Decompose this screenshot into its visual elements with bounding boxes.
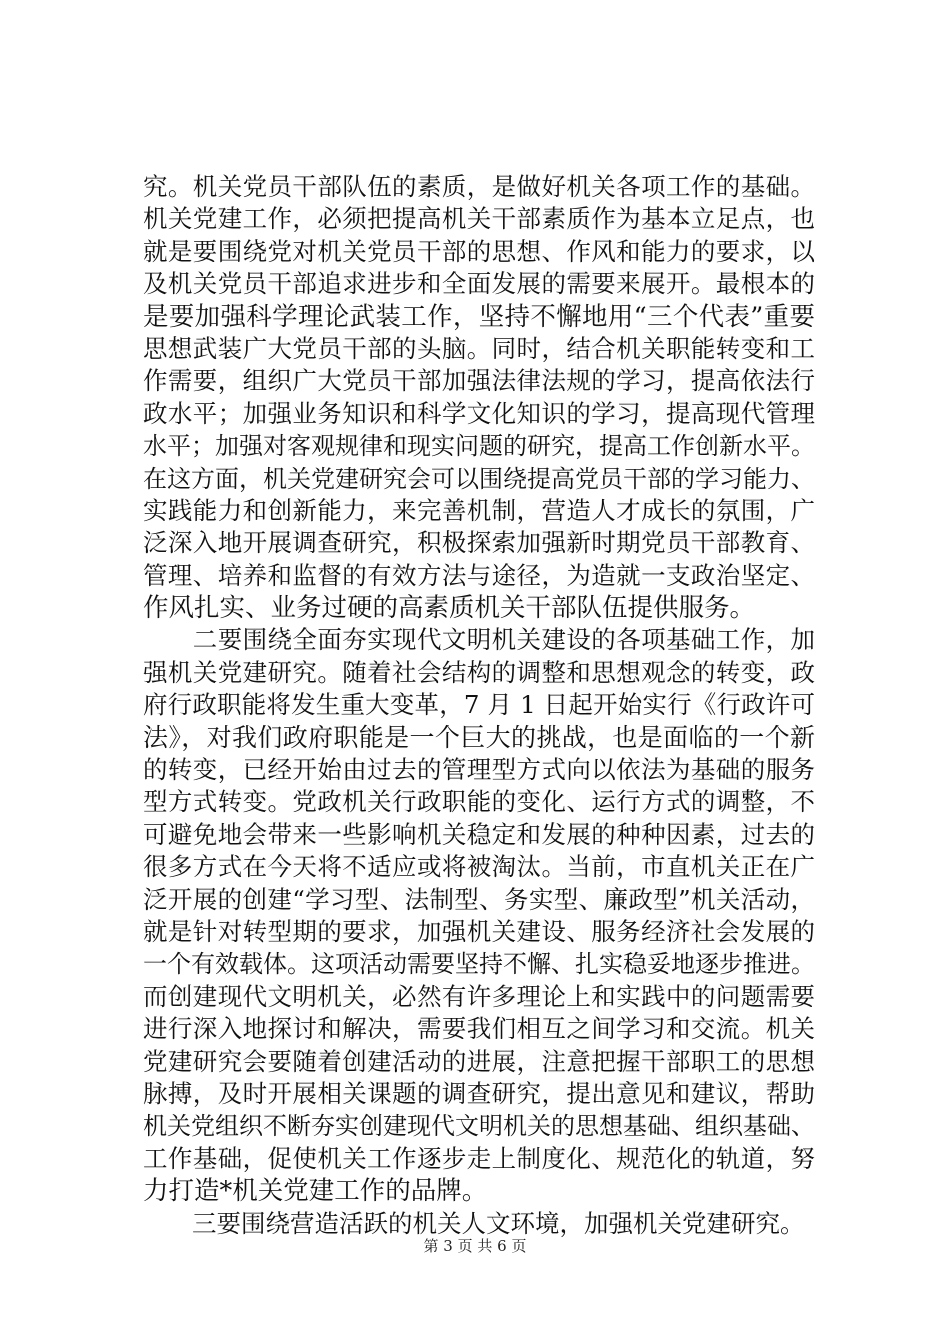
- text-line: 作需要，组织广大党员干部加强法律法规的学习，提高依法行: [143, 366, 815, 396]
- text-line: 作风扎实、业务过硬的高素质机关干部队伍提供服务。: [143, 593, 756, 624]
- text-line: 进行深入地探讨和解决，需要我们相互之间学习和交流。机关: [143, 1014, 815, 1044]
- text-line: 党建研究会要随着创建活动的进展，注意把握干部职工的思想: [143, 1046, 815, 1076]
- text-line: 很多方式在今天将不适应或将被淘汰。当前，市直机关正在广: [143, 852, 815, 882]
- text-line: 水平；加强对客观规律和现实问题的研究，提高工作创新水平。: [143, 432, 815, 461]
- text-line: 在这方面，机关党建研究会可以围绕提高党员干部的学习能力、: [143, 464, 815, 493]
- text-line: 法》，对我们政府职能是一个巨大的挑战，也是面临的一个新: [143, 722, 815, 752]
- text-line: 思想武装广大党员干部的头脑。同时，结合机关职能转变和工: [143, 333, 815, 363]
- text-line: 机关党建工作，必须把提高机关干部素质作为基本立足点，也: [143, 204, 815, 234]
- text-line: 泛开展的创建“学习型、法制型、务实型、廉政型”机关活动，: [143, 884, 815, 914]
- page-footer: 第 3 页 共 6 页: [423, 1237, 527, 1255]
- document-body: [143, 171, 815, 1240]
- text-line: 三要围绕营造活跃的机关人文环境，加强机关党建研究。: [143, 1208, 805, 1238]
- text-line: 实践能力和创新能力，来完善机制，营造人才成长的氛围，广: [143, 495, 815, 525]
- text-line: 强机关党建研究。随着社会结构的调整和思想观念的转变，政: [143, 657, 815, 687]
- text-line: 政水平；加强业务知识和科学文化知识的学习，提高现代管理: [143, 398, 815, 428]
- text-line: 府行政职能将发生重大变革，7 月 1 日起开始实行《行政许可: [143, 690, 815, 720]
- text-line: 一个有效载体。这项活动需要坚持不懈、扎实稳妥地逐步推进。: [143, 950, 815, 979]
- text-line: 而创建现代文明机关，必然有许多理论上和实践中的问题需要: [143, 981, 815, 1011]
- text-line: 泛深入地开展调查研究，积极探索加强新时期党员干部教育、: [143, 528, 815, 558]
- text-line: 二要围绕全面夯实现代文明机关建设的各项基础工作，加: [143, 625, 815, 655]
- text-line: 型方式转变。党政机关行政职能的变化、运行方式的调整，不: [143, 787, 815, 817]
- text-line: 机关党组织不断夯实创建现代文明机关的思想基础、组织基础、: [143, 1112, 815, 1141]
- text-line: 究。机关党员干部队伍的素质，是做好机关各项工作的基础。: [143, 172, 815, 201]
- text-line: 是要加强科学理论武装工作，坚持不懈地用“三个代表”重要: [143, 301, 815, 332]
- text-line: 管理、培养和监督的有效方法与途径，为造就一支政治坚定、: [143, 560, 815, 590]
- text-line: 可避免地会带来一些影响机关稳定和发展的种种因素，过去的: [143, 819, 815, 849]
- text-line: 力打造*机关党建工作的品牌。: [143, 1176, 488, 1207]
- text-line: 工作基础，促使机关工作逐步走上制度化、规范化的轨道，努: [143, 1143, 815, 1173]
- text-line: 的转变，已经开始由过去的管理型方式向以依法为基础的服务: [143, 755, 815, 785]
- text-line: 脉搏，及时开展相关课题的调查研究，提出意见和建议，帮助: [143, 1078, 815, 1108]
- text-line: 就是要围绕党对机关党员干部的思想、作风和能力的要求，以: [143, 236, 815, 266]
- text-line: 及机关党员干部追求进步和全面发展的需要来展开。最根本的: [143, 269, 815, 299]
- text-line: 就是针对转型期的要求，加强机关建设、服务经济社会发展的: [143, 916, 815, 946]
